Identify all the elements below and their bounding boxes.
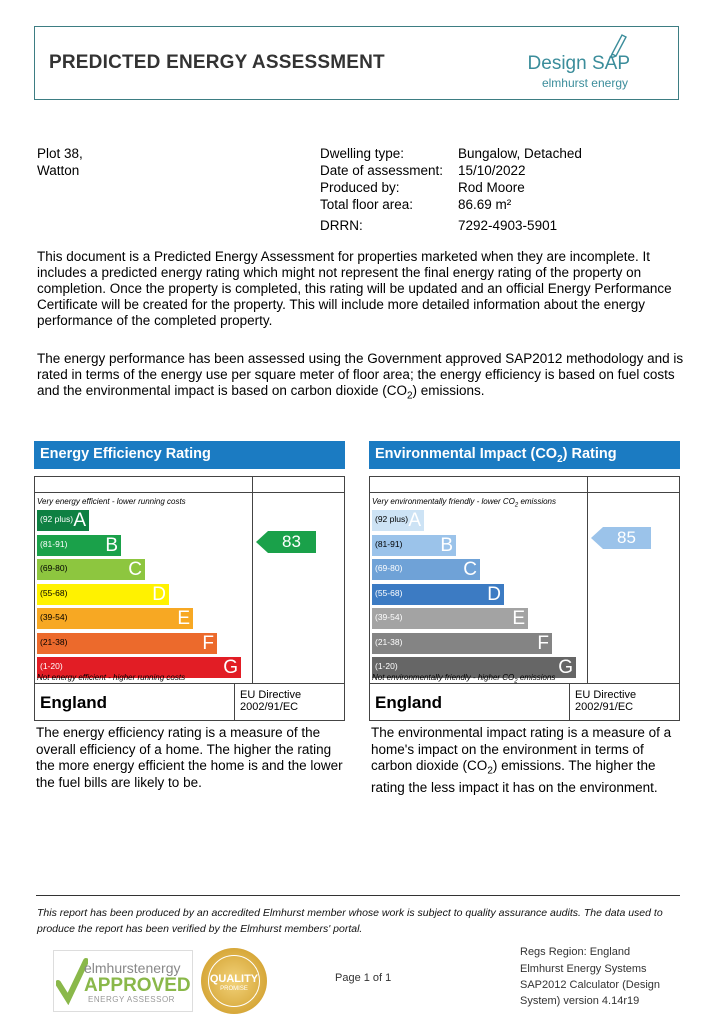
eu-directive: EU Directive 2002/91/EC xyxy=(575,689,637,713)
country-row xyxy=(369,683,680,721)
band-d xyxy=(37,584,169,605)
band-letter: D xyxy=(152,583,166,605)
efficiency-description: The energy efficiency rating is a measure of the overall efficiency of a home. The higher the rating the more energy efficient the home is and the lower the fuel bills are likely to be. xyxy=(36,725,343,790)
bottom-caption: Not environmentally friendly - higher $CO_2$ emissions xyxy=(372,673,556,685)
detail-label: DRRN: xyxy=(320,218,363,233)
subscript: 2 xyxy=(406,390,413,402)
band-range: (21-38) xyxy=(40,636,68,647)
address-line: Watton xyxy=(37,163,80,178)
detail-label: Date of assessment: xyxy=(320,163,444,178)
footer-divider xyxy=(36,895,680,896)
country-label: England xyxy=(375,693,443,712)
band-range: (69-80) xyxy=(40,563,68,573)
chart-title: Energy Efficiency Rating xyxy=(34,441,345,469)
intro-paragraph: This document is a Predicted Energy Assessment for properties marketed when they are incomplete. It includes a predicted energy rating which might not represent the final energy rating of the property on completion. Once the property is completed, this rating will be updated and an official Energy Performance Certificate will be created for the property. This will include more detailed information about the energy performance of the completed property. xyxy=(37,249,672,328)
band-range: (81-91) xyxy=(375,538,403,549)
address-line: Plot 38, xyxy=(37,146,83,161)
country-row xyxy=(34,683,345,721)
quality-promise-seal xyxy=(201,948,267,1014)
detail-value: 86.69 m² xyxy=(458,197,512,212)
band-letter: E xyxy=(512,608,525,629)
brand-logo-name: Design SAP xyxy=(527,53,630,74)
band-letter: B xyxy=(105,534,118,556)
band-letter: F xyxy=(537,632,549,654)
band-range: (92 plus) xyxy=(40,514,74,524)
detail-value: Rod Moore xyxy=(458,180,525,195)
badge-approved: APPROVED xyxy=(84,975,191,996)
band-range: (92 plus) xyxy=(375,514,409,524)
report-header xyxy=(34,26,679,100)
top-caption: Very energy efficient - lower running costs xyxy=(37,497,186,506)
band-letter: C xyxy=(128,559,142,580)
environmental-impact-chart xyxy=(369,441,680,797)
page-title: PREDICTED ENERGY ASSESSMENT xyxy=(49,52,385,73)
calculator-version: System) version 4.14r19 xyxy=(520,995,640,1007)
band-letter: C xyxy=(463,559,477,580)
band-range: (55-68) xyxy=(375,587,403,598)
band-b xyxy=(372,535,456,556)
detail-value: 15/10/2022 xyxy=(458,163,526,178)
brand-logo-sub: elmhurst energy xyxy=(541,76,628,90)
top-caption: Very environmentally friendly - lower $CO_2$ emissions xyxy=(372,497,557,509)
band-c xyxy=(37,559,145,580)
current-rating-arrow xyxy=(591,527,651,549)
page-number: Page 1 of 1 xyxy=(335,972,392,984)
band-a xyxy=(372,510,424,531)
current-rating-value: 83 xyxy=(282,532,301,551)
band-range: (55-68) xyxy=(40,587,68,598)
band-letter: D xyxy=(487,583,501,605)
band-range: (1-20) xyxy=(40,661,63,671)
bottom-caption: Not energy efficient - higher running costs xyxy=(37,673,186,682)
detail-value: Bungalow, Detached xyxy=(458,146,582,161)
band-b xyxy=(37,535,121,556)
footer-note: This report has been produced by an accredited Elmhurst member whose work is subject to quality assurance audits. The data used to produce the report has been verified by the Elmhurst members' portal. xyxy=(37,907,663,935)
detail-label: Dwelling type: xyxy=(320,146,405,161)
band-a xyxy=(37,510,89,531)
detail-label: Produced by: xyxy=(320,180,400,195)
band-range: (21-38) xyxy=(375,636,403,647)
address xyxy=(37,145,83,179)
band-range: (1-20) xyxy=(375,661,398,671)
band-e xyxy=(37,608,193,629)
band-f xyxy=(37,633,217,654)
band-letter: E xyxy=(177,608,190,629)
badge-assessor: ENERGY ASSESSOR xyxy=(88,995,175,1004)
current-rating-arrow xyxy=(256,531,316,553)
band-range: (81-91) xyxy=(40,538,68,549)
country-label: England xyxy=(40,693,108,712)
method-text: The energy performance has been assessed using the Government approved SAP2012 methodology and is rated in terms of the energy use per square meter of floor area; the energy efficiency is based on fuel costs and the environmental impact is based on carbon dioxide (CO xyxy=(37,351,684,398)
badge-brand: elmhurstenergy xyxy=(84,960,181,976)
band-letter: A xyxy=(408,510,421,531)
seal-top-text: QUALITY xyxy=(209,973,259,985)
chart-title: Environmental Impact $(CO_2)$ Rating xyxy=(369,441,680,469)
approved-assessor-badge xyxy=(53,950,193,1012)
company-name: Elmhurst Energy Systems xyxy=(520,963,647,975)
regs-region: Regs Region: England xyxy=(520,946,631,958)
band-letter: G xyxy=(558,657,573,678)
band-e xyxy=(372,608,528,629)
environment-description: The environmental impact rating is a measure of a home's impact on the environment in terms of carbon dioxide $(CO_2)$ emissions. The higher the rating the less impact it has on the environment. xyxy=(371,725,672,796)
energy-efficiency-chart xyxy=(34,441,345,791)
band-letter: A xyxy=(73,510,86,531)
detail-label: Total floor area: xyxy=(320,197,414,212)
seal-sub-text: PROMISE xyxy=(220,986,248,992)
method-text: ) emissions. xyxy=(412,383,485,398)
calculator-name: SAP2012 Calculator (Design xyxy=(520,979,661,991)
drrn-value: 7292-4903-5901 xyxy=(458,218,558,233)
band-range: (69-80) xyxy=(375,563,403,573)
band-c xyxy=(372,559,480,580)
eu-directive: EU Directive 2002/91/EC xyxy=(240,689,302,713)
band-letter: G xyxy=(223,657,238,678)
band-letter: B xyxy=(440,534,453,556)
band-range: (39-54) xyxy=(375,612,403,622)
current-rating-value: 85 xyxy=(617,528,636,547)
band-d xyxy=(372,584,504,605)
band-letter: F xyxy=(202,632,214,654)
method-paragraph xyxy=(37,351,687,405)
rating-table xyxy=(369,476,680,684)
rating-table xyxy=(34,476,345,684)
band-range: (39-54) xyxy=(40,612,68,622)
band-f xyxy=(372,633,552,654)
